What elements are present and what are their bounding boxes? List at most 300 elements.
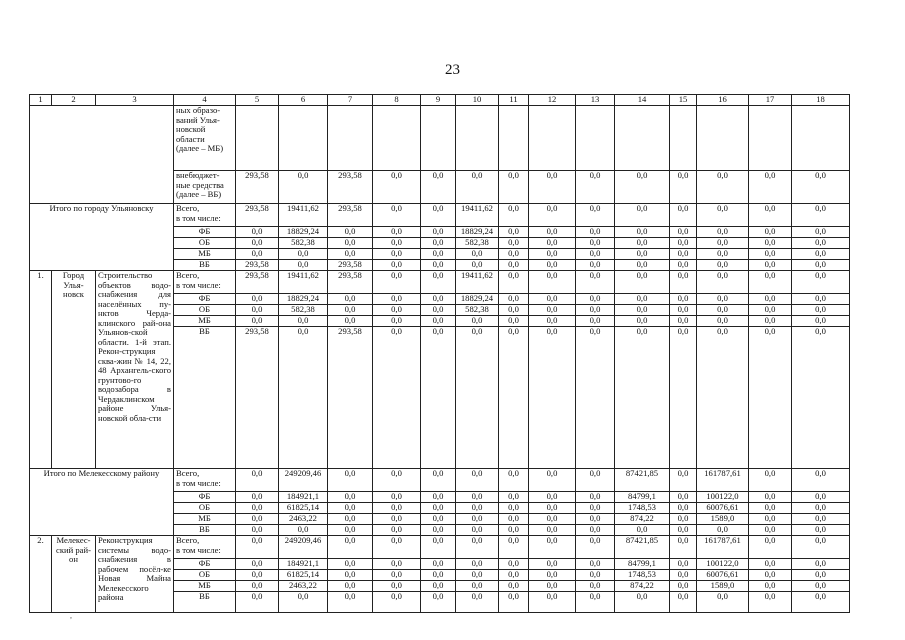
amount-cell: 0,0 <box>670 204 697 227</box>
amount-cell: 0,0 <box>670 503 697 514</box>
amount-cell: 0,0 <box>421 492 456 503</box>
amount-cell: 0,0 <box>576 238 615 249</box>
column-number-row <box>30 95 850 106</box>
amount-cell: 0,0 <box>697 227 749 238</box>
column-number: 14 <box>615 95 670 106</box>
amount-cell <box>373 106 421 171</box>
amount-cell: 0,0 <box>576 592 615 613</box>
amount-cell: 19411,62 <box>279 204 328 227</box>
amount-cell: 0,0 <box>421 316 456 327</box>
amount-cell: 0,0 <box>328 238 373 249</box>
amount-cell: 0,0 <box>670 249 697 260</box>
amount-cell: 0,0 <box>328 316 373 327</box>
amount-cell: 0,0 <box>697 327 749 469</box>
amount-cell: 0,0 <box>576 227 615 238</box>
amount-cell: 0,0 <box>615 260 670 271</box>
amount-cell: 0,0 <box>749 570 792 581</box>
amount-cell: 0,0 <box>615 271 670 294</box>
amount-cell: 0,0 <box>456 514 499 525</box>
municipality-cell: Город Улья- новск <box>52 271 96 469</box>
amount-cell: 0,0 <box>373 514 421 525</box>
amount-cell: 0,0 <box>792 271 850 294</box>
funding-source-cell: МБ <box>174 316 236 327</box>
amount-cell: 0,0 <box>279 327 328 469</box>
amount-cell: 0,0 <box>499 271 529 294</box>
amount-cell: 0,0 <box>499 592 529 613</box>
amount-cell: 0,0 <box>670 514 697 525</box>
amount-cell: 0,0 <box>670 294 697 305</box>
funding-source-cell: ОБ <box>174 305 236 316</box>
amount-cell: 2463,22 <box>279 581 328 592</box>
amount-cell: 0,0 <box>670 271 697 294</box>
amount-cell: 0,0 <box>236 316 279 327</box>
amount-cell: 0,0 <box>697 238 749 249</box>
amount-cell: 0,0 <box>279 171 328 204</box>
funding-source-cell: ных образо- ваний Улья- новской области (далее – МБ) <box>174 106 236 171</box>
amount-cell: 0,0 <box>279 316 328 327</box>
amount-cell: 0,0 <box>792 238 850 249</box>
amount-cell: 0,0 <box>670 492 697 503</box>
amount-cell: 60076,61 <box>697 570 749 581</box>
funding-source-cell: ВБ <box>174 592 236 613</box>
amount-cell: 0,0 <box>615 327 670 469</box>
amount-cell: 84799,1 <box>615 559 670 570</box>
funding-source-cell: Всего, в том числе: <box>174 536 236 559</box>
amount-cell: 0,0 <box>697 592 749 613</box>
amount-cell: 0,0 <box>456 327 499 469</box>
amount-cell: 0,0 <box>279 525 328 536</box>
amount-cell: 0,0 <box>456 536 499 559</box>
amount-cell: 0,0 <box>697 271 749 294</box>
amount-cell: 0,0 <box>576 260 615 271</box>
amount-cell: 0,0 <box>697 204 749 227</box>
amount-cell: 0,0 <box>236 536 279 559</box>
amount-cell: 293,58 <box>328 204 373 227</box>
amount-cell: 18829,24 <box>456 294 499 305</box>
amount-cell: 0,0 <box>697 316 749 327</box>
column-number: 17 <box>749 95 792 106</box>
amount-cell: 0,0 <box>373 559 421 570</box>
amount-cell: 0,0 <box>749 316 792 327</box>
amount-cell: 0,0 <box>236 469 279 492</box>
amount-cell: 61825,14 <box>279 570 328 581</box>
funding-source-cell: ФБ <box>174 227 236 238</box>
amount-cell: 87421,85 <box>615 536 670 559</box>
section-total-label: Итого по городу Ульяновску <box>30 204 174 271</box>
amount-cell: 0,0 <box>749 592 792 613</box>
amount-cell: 0,0 <box>328 294 373 305</box>
amount-cell: 0,0 <box>373 260 421 271</box>
amount-cell: 293,58 <box>328 171 373 204</box>
amount-cell: 0,0 <box>615 525 670 536</box>
amount-cell <box>279 106 328 171</box>
amount-cell: 0,0 <box>373 492 421 503</box>
amount-cell: 0,0 <box>421 294 456 305</box>
column-number: 5 <box>236 95 279 106</box>
scan-mark: , <box>70 611 72 620</box>
amount-cell: 0,0 <box>529 271 576 294</box>
funding-source-cell: ВБ <box>174 260 236 271</box>
amount-cell: 0,0 <box>328 503 373 514</box>
amount-cell: 0,0 <box>421 581 456 592</box>
amount-cell: 0,0 <box>499 305 529 316</box>
amount-cell: 0,0 <box>236 581 279 592</box>
amount-cell: 0,0 <box>670 525 697 536</box>
amount-cell: 0,0 <box>328 559 373 570</box>
amount-cell <box>421 106 456 171</box>
amount-cell: 293,58 <box>236 204 279 227</box>
amount-cell: 249209,46 <box>279 469 328 492</box>
amount-cell: 0,0 <box>749 305 792 316</box>
amount-cell: 0,0 <box>421 227 456 238</box>
column-number: 3 <box>96 95 174 106</box>
amount-cell: 161787,61 <box>697 536 749 559</box>
amount-cell: 0,0 <box>615 305 670 316</box>
amount-cell: 0,0 <box>456 525 499 536</box>
funding-source-cell: ОБ <box>174 503 236 514</box>
amount-cell: 0,0 <box>499 581 529 592</box>
amount-cell: 0,0 <box>236 227 279 238</box>
amount-cell: 874,22 <box>615 581 670 592</box>
amount-cell: 0,0 <box>421 327 456 469</box>
amount-cell: 0,0 <box>670 536 697 559</box>
funding-source-cell: ВБ <box>174 525 236 536</box>
amount-cell: 0,0 <box>697 294 749 305</box>
amount-cell: 1589,0 <box>697 581 749 592</box>
amount-cell: 0,0 <box>373 238 421 249</box>
amount-cell: 0,0 <box>373 469 421 492</box>
amount-cell: 0,0 <box>279 592 328 613</box>
amount-cell: 874,22 <box>615 514 670 525</box>
column-number: 11 <box>499 95 529 106</box>
amount-cell: 0,0 <box>499 204 529 227</box>
amount-cell <box>529 106 576 171</box>
amount-cell: 0,0 <box>792 570 850 581</box>
amount-cell: 0,0 <box>749 492 792 503</box>
amount-cell: 0,0 <box>529 581 576 592</box>
amount-cell: 0,0 <box>576 249 615 260</box>
column-number: 16 <box>697 95 749 106</box>
amount-cell: 0,0 <box>670 305 697 316</box>
amount-cell: 0,0 <box>373 570 421 581</box>
column-number: 1 <box>30 95 52 106</box>
amount-cell <box>697 106 749 171</box>
amount-cell: 0,0 <box>529 238 576 249</box>
funding-source-cell: ФБ <box>174 294 236 305</box>
amount-cell: 0,0 <box>373 536 421 559</box>
amount-cell: 0,0 <box>499 227 529 238</box>
amount-cell: 0,0 <box>792 581 850 592</box>
amount-cell: 0,0 <box>792 559 850 570</box>
amount-cell: 0,0 <box>576 525 615 536</box>
amount-cell: 0,0 <box>421 238 456 249</box>
amount-cell: 293,58 <box>236 260 279 271</box>
amount-cell: 0,0 <box>576 171 615 204</box>
amount-cell: 0,0 <box>236 514 279 525</box>
amount-cell: 0,0 <box>792 204 850 227</box>
amount-cell: 0,0 <box>373 327 421 469</box>
amount-cell: 0,0 <box>236 503 279 514</box>
table-row <box>30 536 850 559</box>
amount-cell: 0,0 <box>670 469 697 492</box>
amount-cell: 0,0 <box>529 249 576 260</box>
amount-cell: 0,0 <box>373 581 421 592</box>
amount-cell: 0,0 <box>499 503 529 514</box>
amount-cell: 0,0 <box>529 592 576 613</box>
amount-cell: 19411,62 <box>456 204 499 227</box>
amount-cell: 19411,62 <box>279 271 328 294</box>
amount-cell: 0,0 <box>456 581 499 592</box>
amount-cell: 0,0 <box>615 227 670 238</box>
amount-cell: 0,0 <box>670 316 697 327</box>
amount-cell: 0,0 <box>373 271 421 294</box>
amount-cell: 0,0 <box>529 469 576 492</box>
amount-cell: 0,0 <box>456 492 499 503</box>
amount-cell: 0,0 <box>792 514 850 525</box>
table-body <box>30 106 850 613</box>
amount-cell: 0,0 <box>456 469 499 492</box>
amount-cell: 0,0 <box>792 316 850 327</box>
amount-cell: 0,0 <box>697 525 749 536</box>
amount-cell: 0,0 <box>328 536 373 559</box>
amount-cell: 0,0 <box>421 559 456 570</box>
amount-cell: 0,0 <box>421 204 456 227</box>
amount-cell: 0,0 <box>421 271 456 294</box>
amount-cell: 0,0 <box>456 249 499 260</box>
amount-cell: 0,0 <box>328 514 373 525</box>
amount-cell: 0,0 <box>373 249 421 260</box>
amount-cell: 0,0 <box>529 503 576 514</box>
amount-cell: 184921,1 <box>279 559 328 570</box>
amount-cell: 0,0 <box>749 171 792 204</box>
amount-cell: 0,0 <box>615 171 670 204</box>
funding-source-cell: ОБ <box>174 570 236 581</box>
financing-table <box>29 94 850 613</box>
amount-cell: 0,0 <box>236 592 279 613</box>
amount-cell: 60076,61 <box>697 503 749 514</box>
column-number: 13 <box>576 95 615 106</box>
amount-cell: 0,0 <box>576 536 615 559</box>
amount-cell: 0,0 <box>529 316 576 327</box>
amount-cell: 0,0 <box>697 249 749 260</box>
amount-cell: 0,0 <box>328 581 373 592</box>
amount-cell: 0,0 <box>456 559 499 570</box>
amount-cell: 0,0 <box>670 238 697 249</box>
amount-cell: 0,0 <box>792 503 850 514</box>
amount-cell: 0,0 <box>749 204 792 227</box>
amount-cell: 0,0 <box>373 503 421 514</box>
amount-cell: 0,0 <box>529 171 576 204</box>
amount-cell: 0,0 <box>749 227 792 238</box>
amount-cell: 0,0 <box>421 469 456 492</box>
amount-cell: 0,0 <box>615 316 670 327</box>
amount-cell: 0,0 <box>697 305 749 316</box>
amount-cell: 0,0 <box>792 525 850 536</box>
amount-cell: 0,0 <box>792 536 850 559</box>
amount-cell: 0,0 <box>576 316 615 327</box>
amount-cell: 0,0 <box>576 294 615 305</box>
amount-cell: 0,0 <box>373 227 421 238</box>
amount-cell: 161787,61 <box>697 469 749 492</box>
amount-cell: 0,0 <box>499 327 529 469</box>
amount-cell: 0,0 <box>421 536 456 559</box>
column-number: 4 <box>174 95 236 106</box>
amount-cell: 0,0 <box>499 492 529 503</box>
amount-cell: 61825,14 <box>279 503 328 514</box>
amount-cell: 0,0 <box>792 592 850 613</box>
amount-cell: 0,0 <box>670 559 697 570</box>
amount-cell: 0,0 <box>670 592 697 613</box>
amount-cell: 0,0 <box>749 238 792 249</box>
amount-cell <box>576 106 615 171</box>
amount-cell: 0,0 <box>529 227 576 238</box>
amount-cell: 582,38 <box>279 238 328 249</box>
column-number: 12 <box>529 95 576 106</box>
amount-cell: 0,0 <box>576 305 615 316</box>
amount-cell: 0,0 <box>670 227 697 238</box>
column-number: 18 <box>792 95 850 106</box>
column-number: 10 <box>456 95 499 106</box>
table-row <box>30 469 850 492</box>
amount-cell: 0,0 <box>792 327 850 469</box>
column-number: 6 <box>279 95 328 106</box>
amount-cell: 1589,0 <box>697 514 749 525</box>
amount-cell: 0,0 <box>499 469 529 492</box>
amount-cell: 0,0 <box>576 271 615 294</box>
amount-cell: 100122,0 <box>697 492 749 503</box>
amount-cell: 0,0 <box>456 171 499 204</box>
amount-cell: 293,58 <box>328 260 373 271</box>
column-number: 15 <box>670 95 697 106</box>
amount-cell: 0,0 <box>529 514 576 525</box>
amount-cell <box>456 106 499 171</box>
amount-cell: 0,0 <box>749 249 792 260</box>
amount-cell: 0,0 <box>576 514 615 525</box>
amount-cell: 0,0 <box>328 570 373 581</box>
amount-cell: 0,0 <box>615 592 670 613</box>
amount-cell: 0,0 <box>615 238 670 249</box>
amount-cell: 0,0 <box>236 525 279 536</box>
amount-cell <box>328 106 373 171</box>
amount-cell <box>792 106 850 171</box>
amount-cell: 0,0 <box>499 171 529 204</box>
section-total-label: Итого по Мелекесскому району <box>30 469 174 536</box>
amount-cell: 0,0 <box>576 503 615 514</box>
amount-cell: 0,0 <box>529 204 576 227</box>
amount-cell: 0,0 <box>421 570 456 581</box>
amount-cell: 0,0 <box>529 294 576 305</box>
amount-cell: 0,0 <box>373 171 421 204</box>
amount-cell: 0,0 <box>421 249 456 260</box>
amount-cell: 0,0 <box>576 559 615 570</box>
funding-source-cell: МБ <box>174 581 236 592</box>
amount-cell: 582,38 <box>456 305 499 316</box>
amount-cell: 0,0 <box>529 305 576 316</box>
amount-cell: 582,38 <box>279 305 328 316</box>
amount-cell: 184921,1 <box>279 492 328 503</box>
column-number: 7 <box>328 95 373 106</box>
amount-cell: 0,0 <box>236 238 279 249</box>
item-number: 1. <box>30 271 52 469</box>
table-row <box>30 106 850 171</box>
amount-cell: 0,0 <box>749 271 792 294</box>
amount-cell: 0,0 <box>529 525 576 536</box>
amount-cell: 0,0 <box>456 592 499 613</box>
amount-cell: 0,0 <box>615 204 670 227</box>
amount-cell: 100122,0 <box>697 559 749 570</box>
amount-cell: 0,0 <box>749 327 792 469</box>
amount-cell: 0,0 <box>328 592 373 613</box>
amount-cell: 0,0 <box>456 316 499 327</box>
amount-cell: 0,0 <box>792 249 850 260</box>
amount-cell: 249209,46 <box>279 536 328 559</box>
amount-cell: 0,0 <box>499 514 529 525</box>
amount-cell: 0,0 <box>576 581 615 592</box>
amount-cell <box>499 106 529 171</box>
amount-cell: 0,0 <box>529 570 576 581</box>
amount-cell: 0,0 <box>749 536 792 559</box>
amount-cell: 0,0 <box>328 305 373 316</box>
item-number: 2. <box>30 536 52 613</box>
amount-cell: 0,0 <box>697 260 749 271</box>
amount-cell: 0,0 <box>792 492 850 503</box>
amount-cell: 0,0 <box>792 294 850 305</box>
amount-cell: 0,0 <box>576 327 615 469</box>
amount-cell: 293,58 <box>328 271 373 294</box>
funding-source-cell: Всего, в том числе: <box>174 204 236 227</box>
amount-cell: 0,0 <box>792 469 850 492</box>
amount-cell: 0,0 <box>529 492 576 503</box>
amount-cell: 0,0 <box>576 469 615 492</box>
column-number: 8 <box>373 95 421 106</box>
amount-cell: 0,0 <box>328 492 373 503</box>
amount-cell: 0,0 <box>328 227 373 238</box>
amount-cell: 0,0 <box>373 592 421 613</box>
amount-cell: 0,0 <box>576 204 615 227</box>
amount-cell: 0,0 <box>576 492 615 503</box>
amount-cell: 0,0 <box>421 592 456 613</box>
amount-cell: 0,0 <box>576 570 615 581</box>
empty-cell <box>30 106 174 204</box>
amount-cell: 0,0 <box>328 249 373 260</box>
funding-source-cell: ФБ <box>174 559 236 570</box>
funding-source-cell: ВБ <box>174 327 236 469</box>
amount-cell: 0,0 <box>792 305 850 316</box>
amount-cell: 0,0 <box>749 581 792 592</box>
table-row <box>30 271 850 294</box>
amount-cell: 0,0 <box>373 525 421 536</box>
amount-cell: 0,0 <box>499 260 529 271</box>
amount-cell: 19411,62 <box>456 271 499 294</box>
amount-cell: 0,0 <box>499 249 529 260</box>
table-row <box>30 204 850 227</box>
amount-cell: 0,0 <box>421 305 456 316</box>
amount-cell: 0,0 <box>456 570 499 581</box>
amount-cell: 0,0 <box>749 294 792 305</box>
amount-cell: 0,0 <box>236 492 279 503</box>
amount-cell: 0,0 <box>421 503 456 514</box>
amount-cell: 0,0 <box>456 503 499 514</box>
amount-cell: 0,0 <box>499 536 529 559</box>
amount-cell: 0,0 <box>749 559 792 570</box>
amount-cell: 2463,22 <box>279 514 328 525</box>
amount-cell: 0,0 <box>749 260 792 271</box>
funding-source-cell: ФБ <box>174 492 236 503</box>
municipality-cell: Мелекес- ский рай- он <box>52 536 96 613</box>
amount-cell: 0,0 <box>499 559 529 570</box>
amount-cell: 293,58 <box>236 271 279 294</box>
amount-cell <box>670 106 697 171</box>
